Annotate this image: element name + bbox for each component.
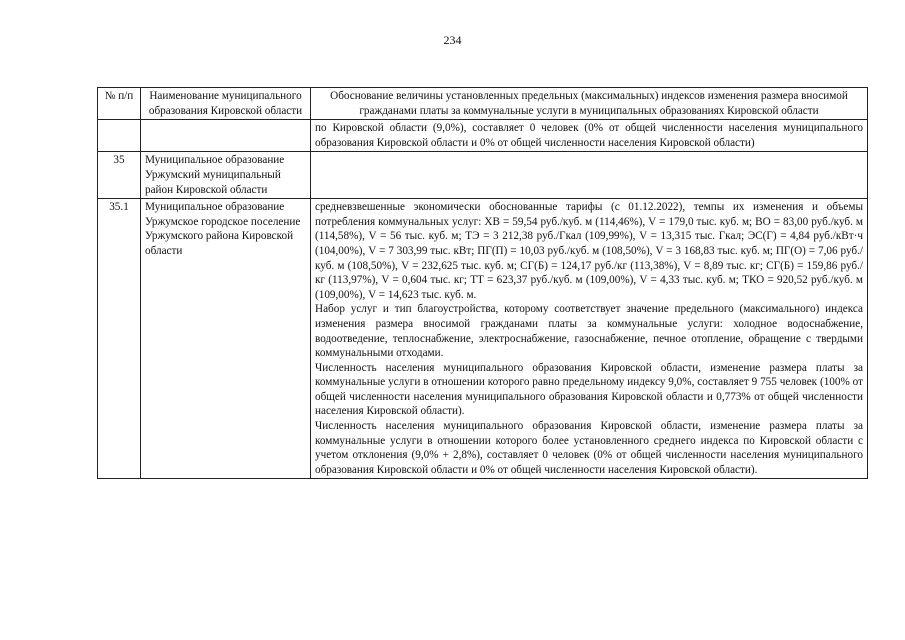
table-row — [98, 199, 868, 479]
header-municipality-name: Наименование муниципального образования Кировской области — [141, 88, 311, 120]
header-number: № п/п — [98, 88, 141, 120]
row-number — [98, 120, 141, 152]
row-justification — [311, 152, 868, 199]
justification-paragraph-population-limit: Численность населения муниципального образования Кировской области, изменение размера платы за коммунальные услуги в отношении которого равно предельному индексу 9,0%, составляет 9 755 человек (100% от общей численности населения муниципального образования Кировской области и 0,773% от общей численности населения Кировской области). — [315, 361, 863, 418]
row-justification — [311, 120, 868, 152]
header-justification: Обоснование величины установленных предельных (максимальных) индексов изменения размера вносимой гражданами платы за коммунальные услуги в муниципальных образованиях Кировской области — [311, 88, 868, 120]
row-municipality-name: Муниципальное образование Уржумское городское поселение Уржумского района Кировской области — [141, 199, 311, 479]
tariff-justification-table — [97, 87, 868, 479]
justification-paragraph-tariffs: средневзвешенные экономически обоснованные тарифы (с 01.12.2022), темпы их изменения и объемы потребления коммунальных услуг: ХВ = 59,54 руб./куб. м (114,46%), V = 179,0 тыс. куб. м; ВО = 83,00 руб./куб. м (114,58%), V = 56 тыс. куб. м; ТЭ = 3 212,38 руб./Гкал (109,99%), V = 13,315 тыс. Гкал; ЭС(Г) = 4,84 руб./кВт·ч (104,00%), V = 7 303,99 тыс. кВт; ПГ(П) = 10,03 руб./куб. м (108,50%), V = 3 168,83 тыс. куб. м; ПГ(О) = 7,06 руб./куб. м (108,50%), V = 232,625 тыс. куб. м; СГ(Б) = 124,17 руб./кг (113,38%), V = 8,89 тыс. кг; СГ(Б) = 159,86 руб./кг (113,97%), V = 0,604 тыс. кг; ТТ = 623,37 руб./куб. м (109,00%), V = 4,33 тыс. куб. м; ТКО = 920,52 руб./куб. м (109,00%), V = 14,623 тыс. куб. м. — [315, 201, 863, 301]
row-municipality-name — [141, 120, 311, 152]
row-justification — [311, 199, 868, 479]
justification-paragraph-services: Набор услуг и тип благоустройства, которому соответствует значение предельного (максимального) индекса изменения размера вносимой гражданами платы за коммунальные услуги: холодное водоснабжение, водоотведение, теплоснабжение, электроснабжение, газоснабжение, печное отопление, обращение с твердыми коммунальными отходами. — [315, 303, 863, 360]
table-header-row — [98, 88, 868, 120]
table-row — [98, 120, 868, 152]
row-municipality-name: Муниципальное образование Уржумский муниципальный район Кировской области — [141, 152, 311, 199]
table-row — [98, 152, 868, 199]
row-number: 35 — [98, 152, 141, 199]
row-number: 35.1 — [98, 199, 141, 479]
justification-paragraph: по Кировской области (9,0%), составляет 0 человек (0% от общей численности населения муниципального образования Кировской области и 0% от общей численности населения Кировской области) — [315, 122, 863, 149]
justification-paragraph-population-excess: Численность населения муниципального образования Кировской области, изменение размера платы за коммунальные услуги в отношении которого более установленного среднего индекса по Кировской области с учетом отклонения (9,0% + 2,8%), составляет 0 человек (0% от общей численности населения муниципального образования Кировской области и 0% от общей численности населения Кировской области). — [315, 420, 863, 476]
page-number: 234 — [443, 33, 462, 47]
